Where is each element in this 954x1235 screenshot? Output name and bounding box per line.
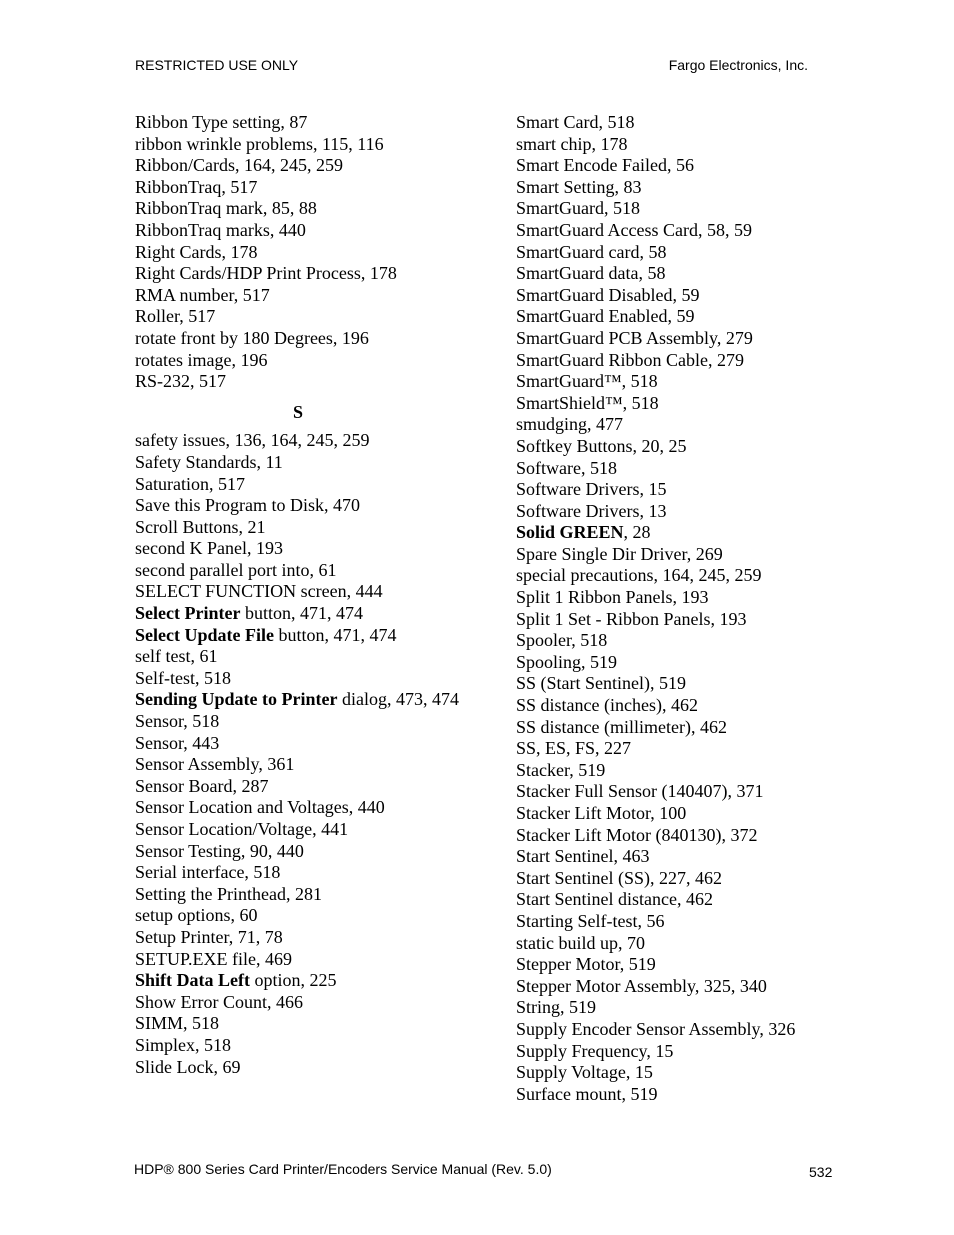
index-entry-text: Start Sentinel, 463 (516, 846, 650, 867)
index-entry (135, 155, 465, 177)
index-entry-text: SmartGuard, 518 (516, 198, 640, 219)
index-entry-text: Self-test, 518 (135, 667, 231, 688)
index-entry (516, 673, 836, 695)
index-entry (516, 1019, 836, 1041)
index-entry-text: Split 1 Set - Ribbon Panels, 193 (516, 608, 747, 629)
index-entry-text: SS distance (inches), 462 (516, 695, 698, 716)
index-entry (135, 306, 465, 328)
index-entry-text: smart chip, 178 (516, 133, 628, 154)
index-entry (516, 177, 836, 199)
index-entry-text: Spooling, 519 (516, 651, 618, 672)
index-entry (135, 474, 465, 496)
index-entry-text: Software Drivers, 15 (516, 479, 667, 500)
index-entry (516, 652, 836, 674)
index-entry-text: Software Drivers, 13 (516, 500, 667, 521)
index-entry-text: Sensor Location/Voltage, 441 (135, 819, 349, 839)
index-entry (516, 997, 836, 1019)
index-entry (516, 587, 836, 609)
index-entry (135, 242, 465, 264)
index-entry-text: SETUP.EXE file, 469 (135, 948, 292, 969)
page-number: 532 (809, 1164, 833, 1180)
index-entry-text: Spooler, 518 (516, 630, 608, 651)
index-entry-bold-term: Sending Update to Printer (135, 689, 338, 710)
index-entry (516, 306, 836, 328)
index-entry-text: second parallel port into, 61 (135, 559, 337, 580)
index-entry (135, 517, 465, 539)
index-entry-text: Start Sentinel distance, 462 (516, 889, 713, 910)
index-entry-text: SmartShield™, 518 (516, 392, 659, 413)
index-entry-text: Slide Lock, 69 (135, 1056, 241, 1077)
index-entry (135, 862, 465, 884)
index-entry (516, 112, 836, 134)
index-entry-text: Serial interface, 518 (135, 862, 281, 883)
index-entry-text: Smart Encode Failed, 56 (516, 155, 694, 176)
index-entry (135, 285, 465, 307)
index-entry-text: Supply Encoder Sensor Assembly, 326 (516, 1018, 796, 1039)
index-entry-text: RibbonTraq mark, 85, 88 (135, 198, 317, 219)
index-entry-text: Simplex, 518 (135, 1034, 232, 1055)
index-entry (135, 884, 465, 906)
index-entry-text: static build up, 70 (516, 932, 645, 953)
index-entry (516, 371, 836, 393)
index-entry-text: Stacker Full Sensor (140407), 371 (516, 781, 764, 802)
index-entry-text: Ribbon Type setting, 87 (135, 112, 308, 132)
index-entry-text: Sensor Testing, 90, 440 (135, 840, 304, 861)
index-entry-bold-term: Select Printer (135, 603, 241, 624)
index-entry (135, 841, 465, 863)
index-entry (135, 350, 465, 372)
index-entry-text: SS distance (millimeter), 462 (516, 716, 727, 737)
index-entry (516, 1062, 836, 1084)
index-entry-text: Stepper Motor Assembly, 325, 340 (516, 975, 767, 996)
index-entry (516, 242, 836, 264)
index-entry-text: Setup Printer, 71, 78 (135, 926, 283, 947)
index-entry-text: SS (Start Sentinel), 519 (516, 673, 686, 694)
index-entry-text: Software, 518 (516, 457, 617, 478)
index-entry-text: Stacker Lift Motor, 100 (516, 803, 687, 823)
index-entry-text: SS, ES, FS, 227 (516, 738, 632, 759)
index-entry-text: rotates image, 196 (135, 349, 268, 370)
index-entry-text: Supply Frequency, 15 (516, 1040, 674, 1061)
index-entry (516, 630, 836, 652)
index-entry-text: Smart Card, 518 (516, 112, 635, 132)
index-entry (516, 933, 836, 955)
index-entry (516, 868, 836, 890)
index-entry (135, 949, 465, 971)
index-entry (516, 825, 836, 847)
index-entry (135, 603, 465, 625)
index-entry (135, 646, 465, 668)
index-entry-text: RibbonTraq, 517 (135, 176, 258, 197)
index-entry-text: button, 471, 474 (273, 624, 397, 645)
index-entry-bold-term: Shift Data Left (135, 970, 250, 991)
index-entry (135, 560, 465, 582)
index-entry-text: SmartGuard PCB Assembly, 279 (516, 327, 753, 348)
index-entry (516, 1041, 836, 1063)
index-entry-text: second K Panel, 193 (135, 538, 283, 559)
index-entry (516, 220, 836, 242)
index-entry (516, 738, 836, 760)
index-entry (516, 544, 836, 566)
index-entry-text: SmartGuard™, 518 (516, 371, 658, 392)
index-entry (135, 430, 465, 452)
index-entry (516, 393, 836, 415)
index-entry-text: self test, 61 (135, 646, 218, 667)
index-entry-text: Sensor, 443 (135, 732, 220, 753)
index-entry-text: Sensor Board, 287 (135, 775, 269, 796)
index-entry-text: SIMM, 518 (135, 1013, 220, 1034)
index-entry-text: RMA number, 517 (135, 284, 270, 305)
index-entry (135, 711, 465, 733)
index-entry-text: Saturation, 517 (135, 473, 245, 494)
index-entry-text: Right Cards/HDP Print Process, 178 (135, 263, 397, 284)
index-column-left (135, 112, 465, 1078)
index-entry (516, 350, 836, 372)
index-entry-text: Stacker Lift Motor (840130), 372 (516, 824, 758, 845)
index-entry-text: SmartGuard data, 58 (516, 263, 666, 284)
index-entry-text: , 28 (623, 522, 651, 543)
index-entry (516, 501, 836, 523)
index-entry (135, 625, 465, 647)
index-entry-text: Safety Standards, 11 (135, 451, 283, 472)
index-entry (135, 220, 465, 242)
index-entry (516, 134, 836, 156)
index-column-right (516, 112, 836, 1105)
index-entry (516, 328, 836, 350)
index-entry-text: Scroll Buttons, 21 (135, 516, 266, 537)
index-entry (135, 970, 465, 992)
index-entry (135, 905, 465, 927)
index-entry (516, 479, 836, 501)
index-entry-text: dialog, 473, 474 (337, 689, 459, 710)
index-entry (516, 760, 836, 782)
index-entry-text: Stacker, 519 (516, 759, 606, 780)
index-entry-text: setup options, 60 (135, 905, 258, 926)
index-entry (135, 1057, 465, 1079)
index-entry (516, 155, 836, 177)
index-entry-text: Save this Program to Disk, 470 (135, 495, 360, 516)
index-entry-text: SmartGuard Disabled, 59 (516, 284, 700, 305)
index-entry-text: Ribbon/Cards, 164, 245, 259 (135, 155, 344, 176)
index-entry (135, 198, 465, 220)
index-entry (135, 992, 465, 1014)
index-entry (135, 371, 465, 393)
index-entry-text: SmartGuard card, 58 (516, 241, 667, 262)
index-entry (516, 458, 836, 480)
index-entry (135, 668, 465, 690)
index-entry (516, 263, 836, 285)
index-entry-text: Surface mount, 519 (516, 1083, 658, 1104)
index-entry-text: SmartGuard Ribbon Cable, 279 (516, 349, 744, 370)
index-entry-text: SmartGuard Access Card, 58, 59 (516, 219, 752, 240)
index-entry (516, 285, 836, 307)
index-entry-text: Sensor, 518 (135, 711, 220, 732)
index-entry-text: Spare Single Dir Driver, 269 (516, 543, 723, 564)
index-entry (135, 112, 465, 134)
index-entry-text: SELECT FUNCTION screen, 444 (135, 581, 383, 602)
section-letter-s: S (292, 401, 303, 422)
index-entry (135, 452, 465, 474)
index-entry-text: SmartGuard Enabled, 59 (516, 306, 695, 327)
running-header-left: RESTRICTED USE ONLY (135, 57, 299, 73)
index-entry (135, 754, 465, 776)
index-entry (135, 538, 465, 560)
index-entry (516, 954, 836, 976)
index-entry-text: Starting Self-test, 56 (516, 910, 665, 931)
index-entry-bold-term: Select Update File (135, 624, 274, 645)
index-entry (135, 1013, 465, 1035)
index-entry-text: Sensor Assembly, 361 (135, 754, 295, 775)
index-entry-text: Smart Setting, 83 (516, 176, 642, 197)
index-entry (516, 695, 836, 717)
running-header-right: Fargo Electronics, Inc. (668, 57, 808, 73)
index-entry-text: rotate front by 180 Degrees, 196 (135, 327, 369, 348)
index-entry-text: Right Cards, 178 (135, 241, 258, 262)
index-entry-text: RibbonTraq marks, 440 (135, 219, 306, 240)
index-entry (516, 781, 836, 803)
index-entry-text: option, 225 (250, 970, 337, 991)
index-entry (135, 927, 465, 949)
index-entry (516, 436, 836, 458)
index-entry (516, 803, 836, 825)
index-entry-text: Softkey Buttons, 20, 25 (516, 435, 687, 456)
index-entry-text: Sensor Location and Voltages, 440 (135, 797, 385, 818)
index-entry (516, 198, 836, 220)
index-entry-bold-term: Solid GREEN (516, 522, 624, 543)
index-entry (516, 717, 836, 739)
index-entry (135, 797, 465, 819)
index-group-s-continued (516, 112, 836, 1105)
index-entry (516, 565, 836, 587)
index-entry (135, 776, 465, 798)
index-entry (135, 581, 465, 603)
index-entry-text: Stepper Motor, 519 (516, 954, 656, 975)
index-entry (516, 414, 836, 436)
index-entry-text: ribbon wrinkle problems, 115, 116 (135, 133, 384, 154)
index-entry-text: Supply Voltage, 15 (516, 1062, 653, 1083)
index-entry (516, 522, 836, 544)
footer-manual-title: HDP® 800 Series Card Printer/Encoders Service Manual (Rev. 5.0) (134, 1161, 552, 1177)
index-entry (135, 177, 465, 199)
index-entry-text: Roller, 517 (135, 306, 216, 327)
index-entry-text: RS-232, 517 (135, 371, 227, 392)
index-entry (516, 976, 836, 998)
index-entry (135, 819, 465, 841)
index-entry-text: Show Error Count, 466 (135, 991, 303, 1012)
index-entry (135, 1035, 465, 1057)
index-entry (516, 846, 836, 868)
index-entry-text: smudging, 477 (516, 414, 624, 435)
index-entry (135, 328, 465, 350)
index-entry (135, 689, 465, 711)
index-entry-text: Start Sentinel (SS), 227, 462 (516, 867, 722, 888)
index-entry (516, 911, 836, 933)
index-entry-text: button, 471, 474 (240, 603, 363, 624)
index-entry (516, 889, 836, 911)
index-group-r (135, 112, 465, 393)
index-entry (135, 733, 465, 755)
index-entry (135, 495, 465, 517)
index-entry (516, 1084, 836, 1106)
index-entry-text: String, 519 (516, 997, 597, 1018)
index-entry (135, 134, 465, 156)
index-entry-text: Split 1 Ribbon Panels, 193 (516, 587, 709, 608)
index-entry (516, 609, 836, 631)
index-entry-text: special precautions, 164, 245, 259 (516, 565, 762, 586)
index-entry-text: safety issues, 136, 164, 245, 259 (135, 430, 370, 451)
index-entry-text: Setting the Printhead, 281 (135, 883, 322, 904)
index-entry (135, 263, 465, 285)
index-group-s (135, 430, 465, 1078)
